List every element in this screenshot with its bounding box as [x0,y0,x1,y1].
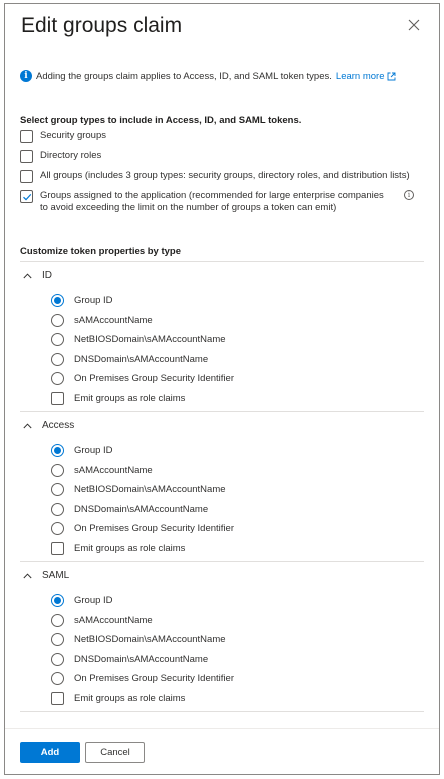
cancel-button[interactable]: Cancel [85,742,145,763]
radio-label: On Premises Group Security Identifier [74,523,234,534]
radio-option[interactable] [51,614,153,627]
radio-button[interactable] [51,353,64,366]
emit-role-claims-label: Emit groups as role claims [74,692,186,704]
radio-label: NetBIOSDomain\sAMAccountName [74,334,226,345]
radio-option[interactable] [51,464,153,477]
directory-roles-checkbox[interactable] [20,150,33,163]
radio-button[interactable] [51,614,64,627]
radio-button[interactable] [51,464,64,477]
section-header-access[interactable] [23,420,74,431]
directory-roles-option[interactable] [20,150,101,163]
assigned-groups-label: Groups assigned to the application (recommended for large enterprise companies to avoid exceeding the limit on the number of groups a token can emit) [40,190,384,213]
divider [20,561,424,562]
emit-role-claims-option[interactable] [51,392,185,405]
radio-button[interactable] [51,444,64,457]
divider [20,711,424,712]
divider [20,261,424,262]
section-name: SAML [42,570,70,581]
radio-option[interactable] [51,333,226,346]
add-button[interactable]: Add [20,742,80,763]
radio-option[interactable] [51,503,208,516]
radio-button[interactable] [51,503,64,516]
radio-option[interactable] [51,294,113,307]
emit-role-claims-checkbox[interactable] [51,542,64,555]
section-name: Access [42,420,75,431]
radio-option[interactable] [51,353,208,366]
close-icon [408,19,420,31]
section-header-saml[interactable] [23,570,69,581]
radio-label: On Premises Group Security Identifier [74,373,234,384]
radio-button[interactable] [51,314,64,327]
security-groups-checkbox[interactable] [20,130,33,143]
radio-option[interactable] [51,633,226,646]
radio-dot [54,447,61,454]
radio-option[interactable] [51,444,113,457]
panel-title: Edit groups claim [21,14,183,37]
radio-option[interactable] [51,522,234,535]
radio-dot [54,597,61,604]
radio-button[interactable] [51,672,64,685]
radio-option[interactable] [51,653,208,666]
radio-button[interactable] [51,483,64,496]
info-icon: i [20,70,32,82]
radio-label: NetBIOSDomain\sAMAccountName [74,484,226,495]
info-message [20,70,396,82]
emit-role-claims-label: Emit groups as role claims [74,542,186,554]
radio-option[interactable] [51,372,234,385]
radio-label: Group ID [74,295,113,306]
all-groups-option[interactable] [20,170,410,183]
group-types-label: Select group types to include in Access, ID, and SAML tokens. [20,115,302,126]
radio-button[interactable] [51,333,64,346]
close-button[interactable] [403,14,425,36]
radio-label: DNSDomain\sAMAccountName [74,503,209,515]
emit-role-claims-checkbox[interactable] [51,392,64,405]
radio-button[interactable] [51,522,64,535]
radio-option[interactable] [51,314,153,327]
assigned-groups-option[interactable] [20,190,411,214]
all-groups-checkbox[interactable] [20,170,33,183]
section-header-id[interactable] [23,270,52,281]
radio-label: On Premises Group Security Identifier [74,673,234,684]
radio-option[interactable] [51,594,113,607]
chevron-up-icon [23,273,32,279]
directory-roles-label: Directory roles [40,150,102,161]
radio-dot [54,297,61,304]
security-groups-option[interactable] [20,130,106,143]
radio-button[interactable] [51,294,64,307]
learn-more-link[interactable] [336,71,396,82]
emit-role-claims-label: Emit groups as role claims [74,392,186,404]
assigned-groups-checkbox[interactable] [20,190,33,203]
info-text: Adding the groups claim applies to Access, ID, and SAML token types. [36,70,332,82]
customize-label: Customize token properties by type [20,246,182,257]
radio-label: sAMAccountName [74,314,153,326]
radio-label: DNSDomain\sAMAccountName [74,353,209,365]
divider [20,411,424,412]
security-groups-label: Security groups [40,130,107,141]
learn-more-label: Learn more [335,70,385,82]
radio-option[interactable] [51,483,226,496]
radio-option[interactable] [51,672,234,685]
all-groups-label: All groups (includes 3 group types: security groups, directory roles, and distribution lists) [40,170,410,181]
emit-role-claims-option[interactable] [51,542,185,555]
checkmark-icon [22,192,32,202]
radio-label: DNSDomain\sAMAccountName [74,653,209,665]
radio-button[interactable] [51,633,64,646]
radio-label: Group ID [74,445,113,456]
radio-label: NetBIOSDomain\sAMAccountName [74,634,226,645]
chevron-up-icon [23,573,32,579]
info-tooltip-icon[interactable]: i [404,190,414,200]
section-name: ID [42,270,52,281]
external-link-icon [387,72,396,81]
emit-role-claims-option[interactable] [51,692,185,705]
radio-button[interactable] [51,594,64,607]
radio-label: sAMAccountName [74,464,153,476]
radio-button[interactable] [51,653,64,666]
footer-divider [5,728,439,729]
emit-role-claims-checkbox[interactable] [51,692,64,705]
radio-label: Group ID [74,595,113,606]
edit-groups-claim-panel [4,3,440,775]
radio-label: sAMAccountName [74,614,153,626]
chevron-up-icon [23,423,32,429]
radio-button[interactable] [51,372,64,385]
